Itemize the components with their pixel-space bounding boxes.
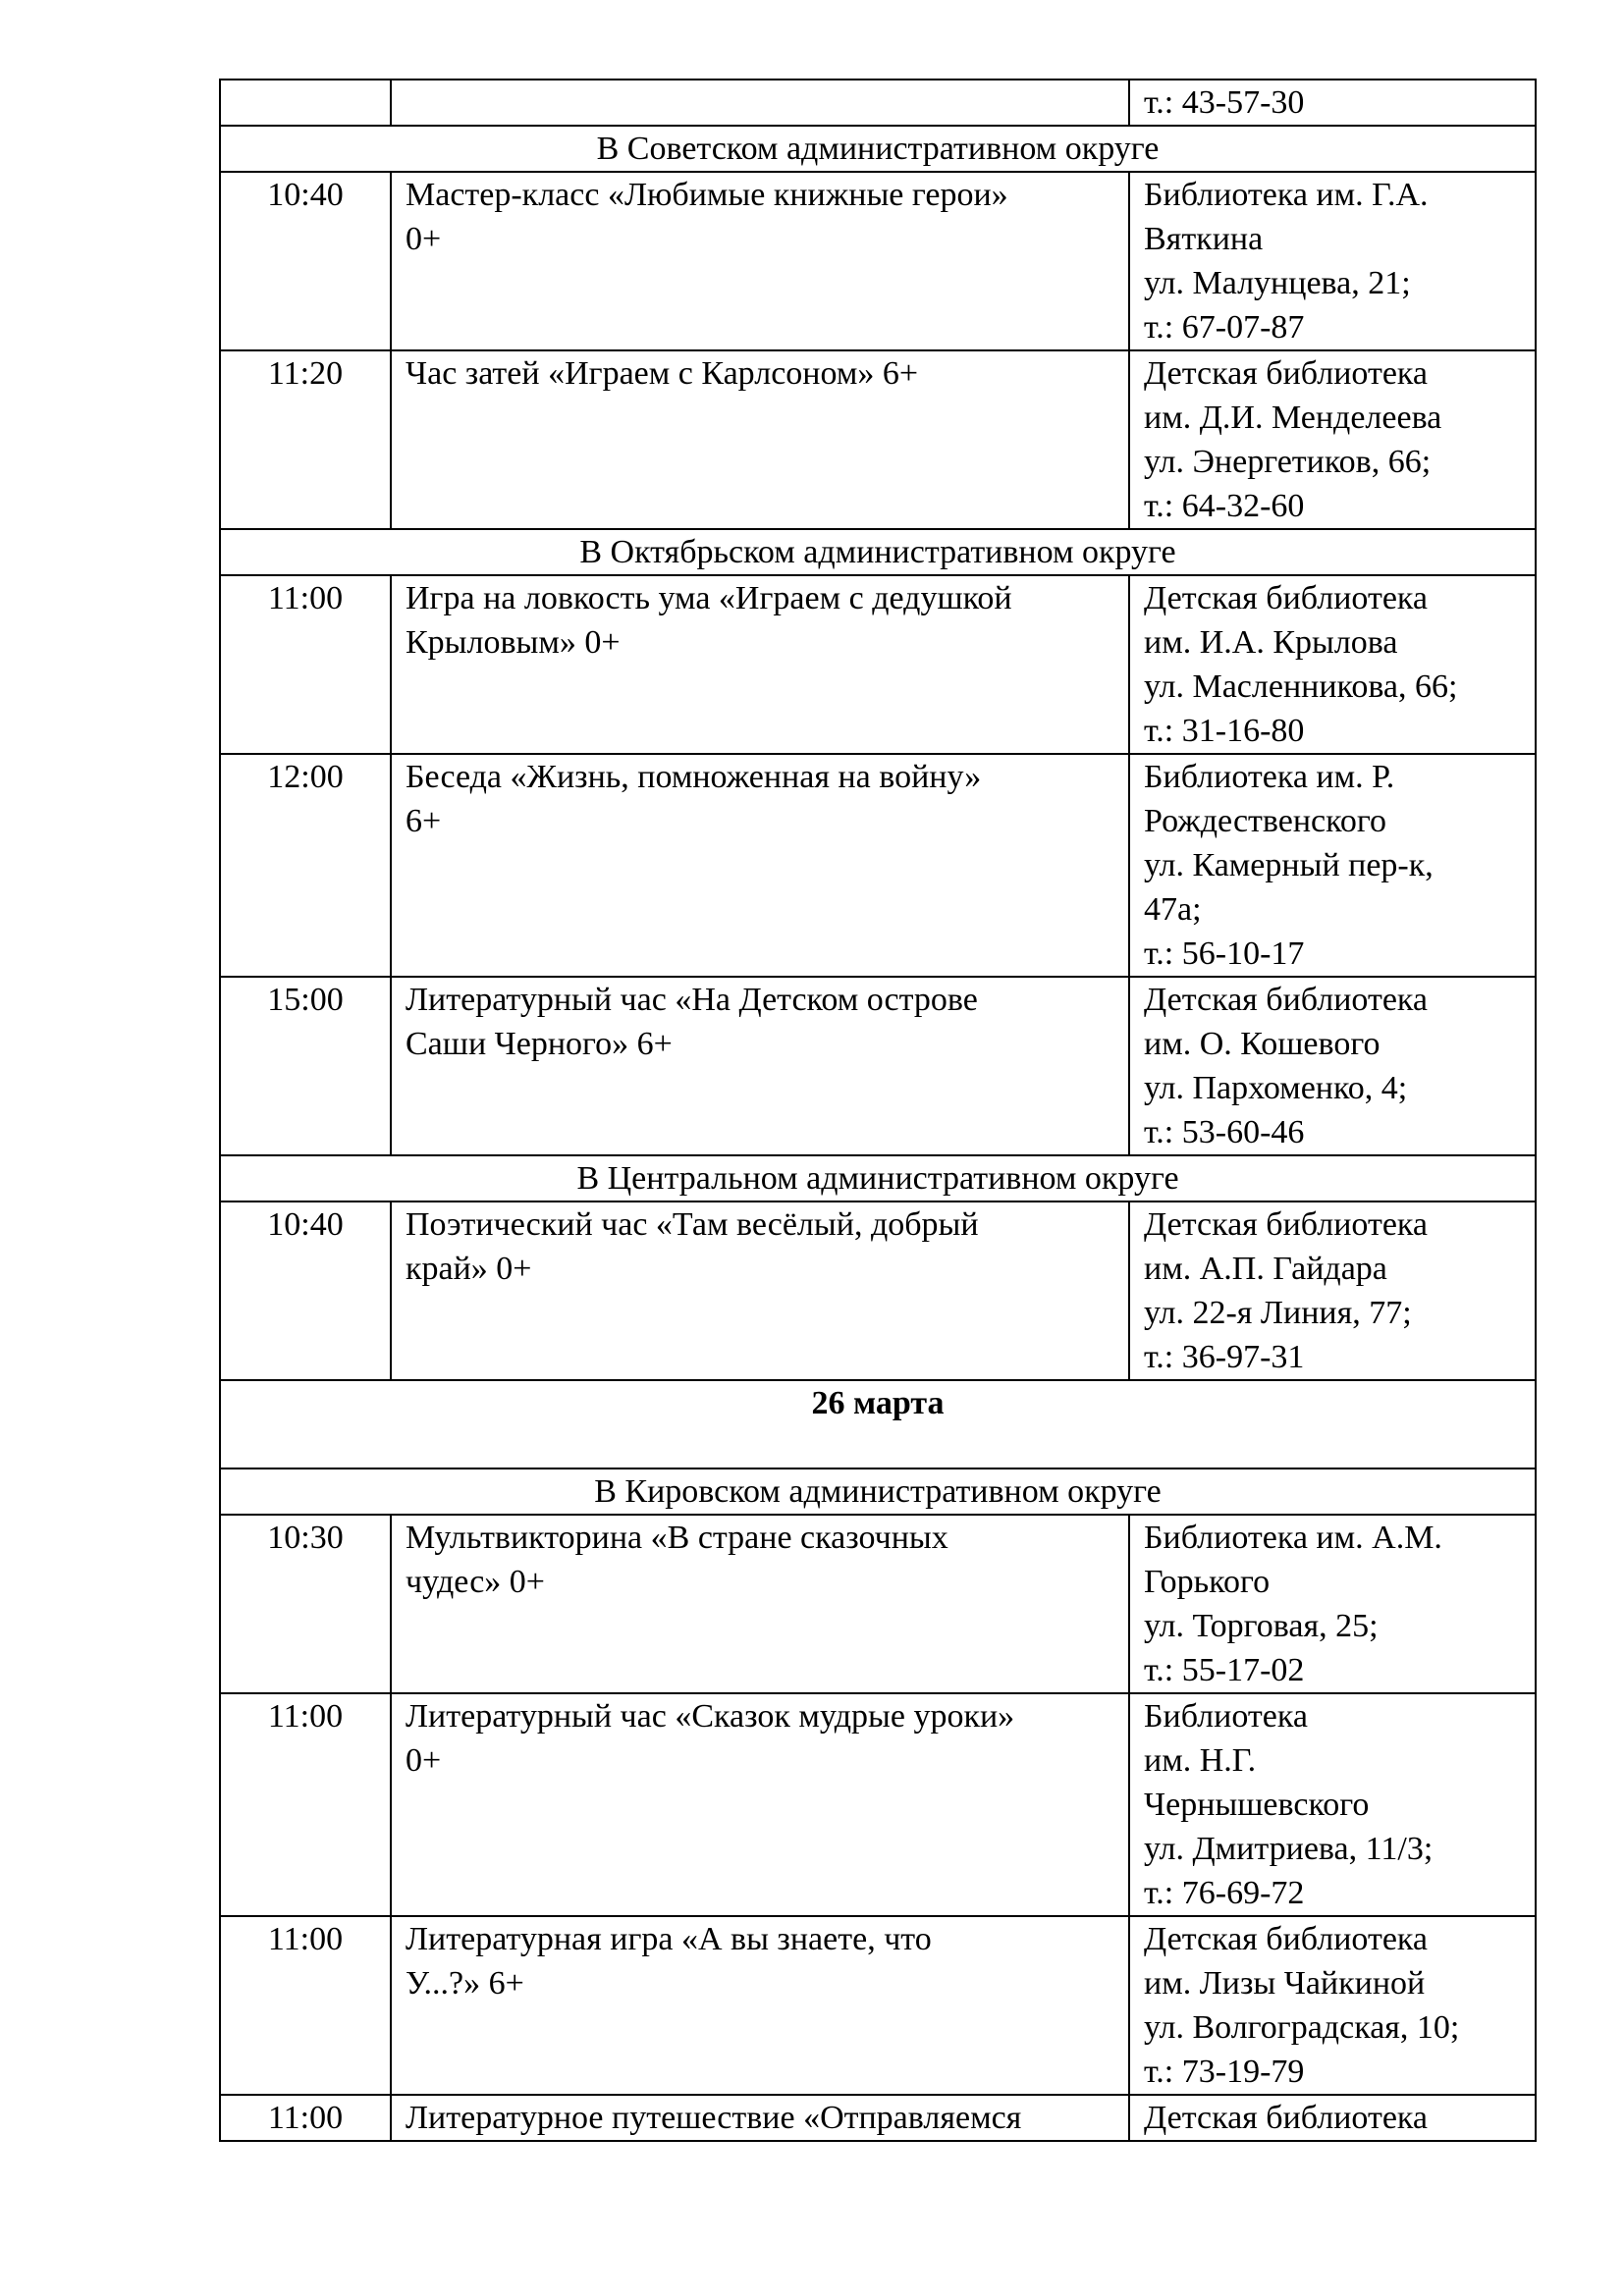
- event-venue-line: Библиотека им. Г.А.: [1144, 177, 1429, 213]
- event-venue: [1129, 1201, 1536, 1380]
- event-venue-line: Рождественского: [1144, 803, 1387, 839]
- event-row: [220, 172, 1536, 350]
- event-venue-line: ул. Камерный пер-к,: [1144, 847, 1434, 883]
- event-venue-line: Чернышевского: [1144, 1787, 1370, 1823]
- event-venue-line: ул. Дмитриева, 11/3;: [1144, 1831, 1434, 1867]
- event-title: [391, 977, 1129, 1155]
- event-venue: [1129, 1515, 1536, 1693]
- event-venue-line: Детская библиотека: [1144, 982, 1428, 1018]
- event-venue-line: ул. Энергетиков, 66;: [1144, 444, 1432, 480]
- schedule-table: [219, 79, 1537, 2142]
- event-title-line: Поэтический час «Там весёлый, добрый: [406, 1206, 979, 1243]
- event-venue: [1129, 1693, 1536, 1916]
- event-venue: [1129, 1916, 1536, 2095]
- event-venue-line: ул. 22-я Линия, 77;: [1144, 1295, 1412, 1331]
- event-venue-line: ул. Торговая, 25;: [1144, 1608, 1379, 1644]
- event-venue-line: им. И.А. Крылова: [1144, 624, 1398, 661]
- event-venue-line: ул. Пархоменко, 4;: [1144, 1070, 1408, 1106]
- event-venue-line: Горького: [1144, 1564, 1271, 1600]
- event-venue-line: т.: 43-57-30: [1144, 84, 1305, 121]
- schedule-body: [220, 80, 1536, 2141]
- event-title-line: Саши Черного» 6+: [406, 1026, 673, 1062]
- event-title: [391, 1693, 1129, 1916]
- event-title-line: Крыловым» 0+: [406, 624, 621, 661]
- event-title: [391, 754, 1129, 977]
- district-heading: В Центральном административном округе: [220, 1155, 1536, 1201]
- event-title-line: Час затей «Играем с Карлсоном» 6+: [406, 355, 919, 392]
- event-venue: [1129, 977, 1536, 1155]
- event-venue-line: т.: 73-19-79: [1144, 2054, 1305, 2090]
- event-title-line: Мастер-класс «Любимые книжные герои»: [406, 177, 1008, 213]
- event-venue-line: т.: 36-97-31: [1144, 1339, 1305, 1375]
- event-venue-line: т.: 55-17-02: [1144, 1652, 1305, 1688]
- event-row: [220, 2095, 1536, 2141]
- event-title-line: Игра на ловкость ума «Играем с дедушкой: [406, 580, 1012, 616]
- event-venue-line: им. О. Кошевого: [1144, 1026, 1380, 1062]
- event-title: [391, 2095, 1129, 2141]
- event-venue: [1129, 350, 1536, 529]
- event-title: [391, 350, 1129, 529]
- date-row: [220, 1380, 1536, 1468]
- event-venue-line: т.: 76-69-72: [1144, 1875, 1305, 1911]
- event-row: [220, 1916, 1536, 2095]
- event-title-line: Литературный час «На Детском острове: [406, 982, 978, 1018]
- event-title-line: Литературный час «Сказок мудрые уроки»: [406, 1698, 1015, 1735]
- event-time: 12:00: [220, 754, 391, 977]
- event-venue-line: т.: 31-16-80: [1144, 713, 1305, 749]
- event-time: 10:40: [220, 1201, 391, 1380]
- event-time: 10:30: [220, 1515, 391, 1693]
- event-row: [220, 350, 1536, 529]
- event-venue-line: Библиотека им. Р.: [1144, 759, 1395, 795]
- event-row: [220, 80, 1536, 126]
- event-title-line: чудес» 0+: [406, 1564, 545, 1600]
- event-venue-line: им. Лизы Чайкиной: [1144, 1965, 1426, 2002]
- event-venue-line: Библиотека: [1144, 1698, 1308, 1735]
- event-venue: [1129, 172, 1536, 350]
- event-title-line: 0+: [406, 221, 442, 257]
- district-row: [220, 1155, 1536, 1201]
- event-venue-line: Вяткина: [1144, 221, 1264, 257]
- event-title-line: 6+: [406, 803, 442, 839]
- event-row: [220, 754, 1536, 977]
- event-time: 15:00: [220, 977, 391, 1155]
- event-title: [391, 172, 1129, 350]
- event-title: [391, 575, 1129, 754]
- event-venue-line: им. Д.И. Менделеева: [1144, 400, 1442, 436]
- event-venue: [1129, 754, 1536, 977]
- event-time: 11:00: [220, 575, 391, 754]
- district-row: [220, 126, 1536, 172]
- event-venue-line: т.: 67-07-87: [1144, 309, 1305, 346]
- event-row: [220, 1515, 1536, 1693]
- event-title-line: край» 0+: [406, 1251, 532, 1287]
- event-title: [391, 1916, 1129, 2095]
- event-venue-line: им. Н.Г.: [1144, 1742, 1257, 1779]
- date-heading: 26 марта: [220, 1380, 1536, 1468]
- district-heading: В Кировском административном округе: [220, 1468, 1536, 1515]
- event-venue-line: т.: 53-60-46: [1144, 1114, 1305, 1150]
- event-venue-line: Библиотека им. А.М.: [1144, 1520, 1442, 1556]
- event-venue-line: т.: 56-10-17: [1144, 935, 1305, 972]
- event-title-line: Литературная игра «А вы знаете, что: [406, 1921, 932, 1957]
- event-venue-line: т.: 64-32-60: [1144, 488, 1305, 524]
- district-row: [220, 1468, 1536, 1515]
- event-time: 11:00: [220, 1693, 391, 1916]
- event-venue-line: Детская библиотека: [1144, 1921, 1428, 1957]
- event-venue: [1129, 2095, 1536, 2141]
- district-heading: В Октябрьском административном округе: [220, 529, 1536, 575]
- event-time: 10:40: [220, 172, 391, 350]
- event-venue: [1129, 575, 1536, 754]
- event-venue: [1129, 80, 1536, 126]
- district-row: [220, 529, 1536, 575]
- event-title: [391, 1201, 1129, 1380]
- event-venue-line: 47а;: [1144, 891, 1202, 928]
- event-time: 11:00: [220, 1916, 391, 2095]
- event-title-line: У...?» 6+: [406, 1965, 524, 2002]
- event-row: [220, 977, 1536, 1155]
- event-title: [391, 80, 1129, 126]
- event-title: [391, 1515, 1129, 1693]
- event-venue-line: Детская библиотека: [1144, 2100, 1428, 2136]
- event-title-line: Литературное путешествие «Отправляемся: [406, 2100, 1022, 2136]
- event-venue-line: ул. Малунцева, 21;: [1144, 265, 1411, 301]
- event-row: [220, 1201, 1536, 1380]
- event-title-line: 0+: [406, 1742, 442, 1779]
- event-time: 11:20: [220, 350, 391, 529]
- event-venue-line: им. А.П. Гайдара: [1144, 1251, 1387, 1287]
- event-venue-line: Детская библиотека: [1144, 355, 1428, 392]
- event-venue-line: Детская библиотека: [1144, 580, 1428, 616]
- event-title-line: Мультвикторина «В стране сказочных: [406, 1520, 948, 1556]
- event-title-line: Беседа «Жизнь, помноженная на войну»: [406, 759, 982, 795]
- event-row: [220, 1693, 1536, 1916]
- event-venue-line: ул. Волгоградская, 10;: [1144, 2009, 1460, 2046]
- event-time: [220, 80, 391, 126]
- event-venue-line: ул. Масленникова, 66;: [1144, 668, 1458, 705]
- event-time: 11:00: [220, 2095, 391, 2141]
- event-row: [220, 575, 1536, 754]
- district-heading: В Советском административном округе: [220, 126, 1536, 172]
- event-venue-line: Детская библиотека: [1144, 1206, 1428, 1243]
